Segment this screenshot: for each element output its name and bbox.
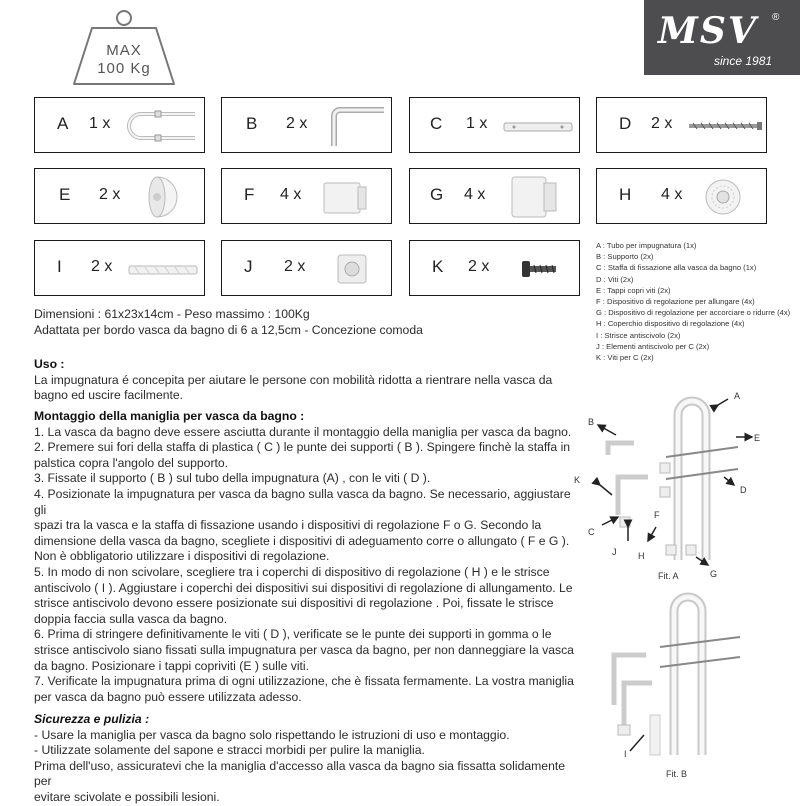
- exploded-assembly-illustration: [568, 385, 800, 585]
- part-box-h: [596, 168, 767, 224]
- dimensions-line: Dimensioni : 61x23x14cm - Peso massimo : 100Kg: [34, 307, 310, 321]
- callout-label: J: [612, 547, 617, 557]
- part-letter: F: [244, 185, 255, 204]
- small-screw-icon: [520, 257, 560, 281]
- parts-legend: [596, 240, 796, 363]
- uso-line: bagno ed uscire facilmente.: [34, 388, 184, 403]
- callout-label: G: [710, 569, 718, 579]
- brand-name: MSV: [658, 10, 758, 52]
- part-box-g: [409, 168, 580, 224]
- part-box-d: [596, 97, 767, 153]
- support-bracket-icon: [328, 106, 388, 148]
- part-letter: A: [57, 114, 69, 133]
- legend-item: F : Dispositivo di regolazione per allungare (4x): [596, 297, 755, 307]
- montaggio-line: 6. Prima di stringere definitivamente le viti ( D ), verificate se le punte dei supporti in gomma o le: [34, 627, 552, 642]
- part-qty: 2 x: [91, 258, 113, 275]
- anti-slip-strip-icon: [127, 263, 199, 277]
- brand-logo: [644, 0, 800, 75]
- assembly-figure-a: [568, 385, 800, 585]
- part-qty: 2 x: [651, 115, 673, 132]
- part-qty: 2 x: [99, 186, 121, 203]
- montaggio-line: per vasca da bagno può essere utilizzata adesso.: [34, 689, 302, 704]
- callout-label: H: [638, 551, 645, 561]
- montaggio-line: Non è obbligatorio utilizzare i dispositivi di regolazione.: [34, 549, 330, 564]
- figure-b-caption: Fit. B: [666, 769, 688, 779]
- part-qty: 4 x: [464, 186, 486, 203]
- part-letter: I: [57, 257, 62, 276]
- sicurezza-heading: Sicurezza e pulizia :: [34, 712, 150, 726]
- montaggio-line: strisce antiscivolo siano fissati sulla impugnatura per vasca da bagno, per non danneggiare la vasca: [34, 642, 574, 657]
- registered-mark: ®: [772, 12, 780, 23]
- part-box-f: [221, 168, 392, 224]
- part-box-k: [409, 240, 580, 296]
- sicurezza-section: [34, 712, 574, 806]
- sicurezza-line: evitare scivolate e possibili lesioni.: [34, 789, 220, 804]
- legend-item: E : Tappi copri viti (2x): [596, 285, 671, 295]
- callout-label: D: [740, 485, 747, 495]
- callout-label: I: [624, 749, 627, 759]
- part-box-i: [34, 240, 205, 296]
- uso-heading: Uso :: [34, 357, 65, 371]
- montaggio-line: 3. Fissate il supporto ( B ) sul tubo della impugnatura (A) , con le viti ( D ).: [34, 471, 431, 486]
- part-box-b: [221, 97, 392, 153]
- anti-slip-pad-icon: [332, 249, 372, 289]
- part-qty: 2 x: [468, 258, 490, 275]
- montaggio-line: 5. In modo di non scivolare, scegliere tra i coperchi di dispositivo di regolazione ( H ) e le strisce: [34, 564, 550, 579]
- sicurezza-line: - Utilizzate solamente del sapone e stracci morbidi per pulire la maniglia.: [34, 743, 425, 758]
- montaggio-line: da bagno. Posizionare i tappi copriviti (E ) sulle viti.: [34, 658, 310, 673]
- callout-label: C: [588, 527, 595, 537]
- part-qty: 4 x: [661, 186, 683, 203]
- sicurezza-line: Prima dell'uso, assicuratevi che la maniglia d'accesso alla vasca da bagno sia fissatta solidamente per: [34, 758, 566, 789]
- assembly-figure-b: [600, 585, 800, 785]
- part-letter: E: [59, 185, 71, 204]
- montaggio-line: spazi tra la vasca e la staffa di fissazione usando i dispositivi di regolazione F o G. Secondo la: [34, 518, 542, 533]
- part-box-c: [409, 97, 580, 153]
- legend-item: H : Coperchio dispositivo di regolazione (4x): [596, 319, 745, 329]
- part-box-e: [34, 168, 205, 224]
- part-letter: J: [244, 257, 253, 276]
- legend-item: D : Viti (2x): [596, 274, 634, 284]
- max-weight-badge: [70, 8, 178, 86]
- sicurezza-line: - Usare la maniglia per vasca da bagno solo rispettando le istruzioni di uso e montaggio.: [34, 727, 510, 742]
- callout-label: B: [588, 417, 595, 427]
- montaggio-line: 7. Verificate la impugnatura prima di ogni utilizzazione, che è fissata fermamente. La vostra maniglia: [34, 674, 574, 689]
- figure-a-caption: Fit. A: [658, 571, 679, 581]
- part-letter: K: [432, 257, 444, 276]
- part-box-a: [34, 97, 205, 153]
- callout-label: E: [754, 433, 761, 443]
- part-letter: B: [246, 114, 258, 133]
- part-box-j: [221, 240, 392, 296]
- part-qty: 2 x: [286, 115, 308, 132]
- uso-line: La impugnatura é concepita per aiutare le persone con mobilità ridotta a rientrare nella vasca da: [34, 372, 553, 387]
- part-letter: G: [430, 185, 444, 204]
- weight-max-label: MAX: [106, 42, 142, 59]
- dimensions-line: Adattata per bordo vasca da bagno di 6 a 12,5cm - Concezione comoda: [34, 322, 423, 337]
- montaggio-line: 4. Posizionate la impugnatura per vasca da bagno sulla vasca da bagno. Se necessario, aggiustare gli: [34, 486, 571, 517]
- montaggio-line: palstica copra l'angolo del supporto.: [34, 455, 229, 470]
- montaggio-line: 2. Premere sui fori della staffa di plastica ( C ) le punte dei supporti ( B ). Spingere finchè la staffa in: [34, 440, 571, 455]
- montaggio-section: [34, 409, 574, 705]
- legend-item: K : Viti per C (2x): [596, 353, 654, 363]
- screw-icon: [687, 121, 763, 131]
- legend-item: G : Dispositivo di regolazione per accorciare o ridurre (4x): [596, 308, 791, 318]
- extension-adjuster-icon: [320, 179, 370, 217]
- montaggio-line: doppia faccia sulla vasca da bagno.: [34, 611, 228, 626]
- montaggio-line: strisce antiscivolo devono essere posizionate sui dispositivi di regolazione . Poi, fissate le strisce: [34, 596, 554, 611]
- montaggio-line: antiscivolo ( I ). Aggiustare i coperchi dei dispositivi sui dispositivi di regolazione di allungamento. Le: [34, 580, 573, 595]
- part-letter: C: [430, 114, 443, 133]
- brand-tagline: since 1981: [714, 54, 773, 68]
- legend-item: B : Supporto (2x): [596, 252, 654, 262]
- legend-item: A : Tubo per impugnatura (1x): [596, 241, 697, 250]
- uso-section: [34, 357, 552, 404]
- mounting-strap-icon: [502, 120, 574, 134]
- part-letter: H: [619, 185, 632, 204]
- montaggio-line: 1. La vasca da bagno deve essere asciutta durante il montaggio della maniglia per vasca da bagno.: [34, 424, 572, 439]
- legend-item: J : Elementi antiscivolo per C (2x): [596, 341, 710, 351]
- callout-label: A: [734, 391, 741, 401]
- part-qty: 1 x: [89, 115, 111, 132]
- legend-item: I : Strisce antiscivolo (2x): [596, 330, 681, 340]
- legend-item: C : Staffa di fissazione alla vasca da bagno (1x): [596, 263, 757, 273]
- weight-value: 100 Kg: [97, 60, 151, 77]
- grab-bar-tube-icon: [123, 106, 199, 146]
- screw-cap-icon: [143, 173, 189, 221]
- assembled-grab-bar-illustration: [600, 585, 800, 785]
- part-qty: 1 x: [466, 115, 488, 132]
- montaggio-heading: Montaggio della maniglia per vasca da bagno :: [34, 409, 305, 423]
- dimensions-text: [34, 307, 423, 338]
- adjuster-cover-icon: [703, 175, 743, 219]
- montaggio-line: dimensione della vasca da bagno, scegliete i dispositivi di adeguamento corre o allungato ( F e G ).: [34, 533, 570, 548]
- part-qty: 4 x: [280, 186, 302, 203]
- reducer-adjuster-icon: [508, 173, 560, 221]
- part-qty: 2 x: [284, 258, 306, 275]
- callout-label: F: [654, 510, 660, 520]
- part-letter: D: [619, 114, 632, 133]
- callout-label: K: [574, 475, 581, 485]
